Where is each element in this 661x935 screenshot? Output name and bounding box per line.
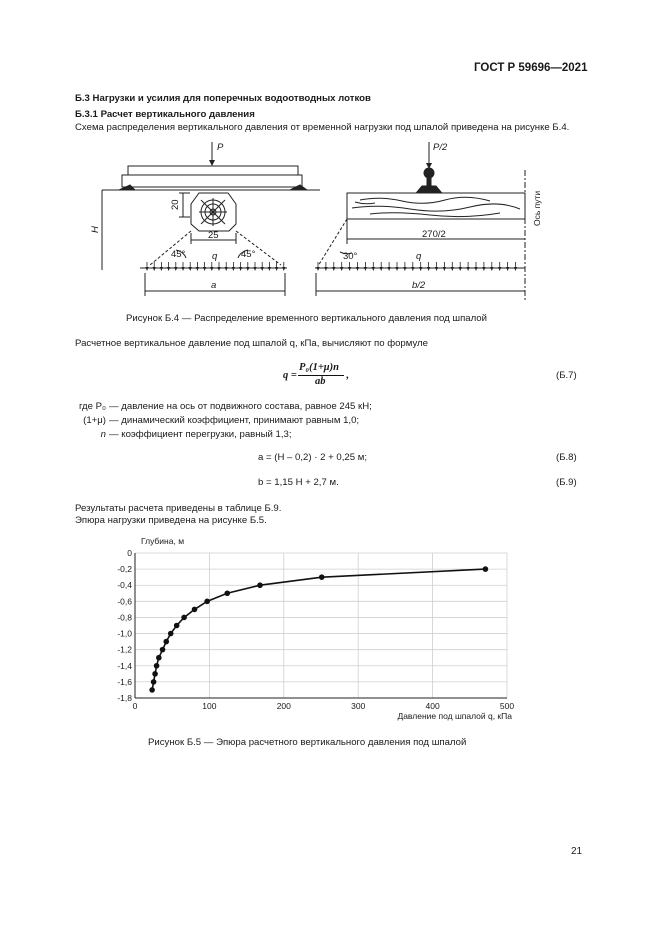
data-point bbox=[149, 687, 155, 693]
label-H: H bbox=[90, 226, 101, 233]
data-point bbox=[156, 655, 162, 661]
load-arrowhead bbox=[443, 267, 446, 271]
data-point bbox=[163, 639, 169, 645]
data-point bbox=[154, 663, 160, 669]
data-point bbox=[257, 582, 263, 588]
data-point bbox=[319, 574, 325, 580]
load-arrowhead bbox=[348, 267, 351, 271]
load-arrowhead bbox=[232, 267, 235, 271]
load-arrowhead bbox=[340, 267, 343, 271]
y-tick-label: -1,0 bbox=[117, 628, 132, 639]
formula-b7-number: (Б.7) bbox=[556, 370, 577, 381]
chart-ylabel: Глубина, м bbox=[141, 536, 185, 546]
x-tick-label: 100 bbox=[202, 701, 217, 711]
label-axis-track: Ось пути bbox=[532, 190, 542, 226]
formula-b8-number: (Б.8) bbox=[556, 452, 577, 463]
results-line-0: Результаты расчета приведены в таблице Б.9. bbox=[75, 503, 282, 514]
figure-b5-caption: Рисунок Б.5 — Эпюра расчетного вертикального давления под шпалой bbox=[148, 737, 467, 748]
load-arrowhead bbox=[474, 267, 477, 271]
data-point bbox=[483, 566, 489, 572]
load-arrowhead bbox=[372, 267, 375, 271]
label-angle45-right: 45° bbox=[241, 249, 256, 260]
x-tick-label: 500 bbox=[499, 701, 515, 711]
x-tick-label: 400 bbox=[425, 701, 440, 711]
where-sym-2: n bbox=[100, 429, 106, 440]
load-arrowhead bbox=[239, 267, 242, 271]
load-arrowhead bbox=[380, 267, 383, 271]
where-text-0: — давление на ось от подвижного состава, равное 245 кН; bbox=[109, 401, 372, 412]
label-P2: P/2 bbox=[433, 142, 448, 153]
load-arrowhead bbox=[388, 267, 391, 271]
y-tick-label: -1,6 bbox=[117, 676, 132, 687]
y-tick-label: -0,4 bbox=[117, 580, 132, 591]
data-point bbox=[204, 599, 210, 605]
y-tick-label: -0,8 bbox=[117, 612, 132, 623]
figure-b5-chart bbox=[0, 530, 661, 725]
load-arrowhead bbox=[253, 267, 256, 271]
load-arrowhead bbox=[261, 267, 264, 271]
data-point bbox=[181, 615, 187, 621]
figure-b4-diagram bbox=[0, 0, 661, 330]
load-arrowhead bbox=[225, 267, 228, 271]
load-arrowhead bbox=[506, 267, 509, 271]
load-arrowhead bbox=[332, 267, 335, 271]
data-point bbox=[224, 590, 230, 596]
formula-b8: a = (H – 0,2) · 2 + 0,25 м; bbox=[258, 452, 367, 463]
label-q-right: q bbox=[416, 251, 422, 262]
y-tick-label: -1,8 bbox=[117, 693, 132, 703]
load-arrowhead bbox=[403, 267, 406, 271]
load-arrowhead bbox=[411, 267, 414, 271]
load-arrowhead bbox=[514, 267, 517, 271]
intro-paragraph: Схема распределения вертикального давления от временной нагрузки под шпалой приведена на рисунке Б.4. bbox=[75, 122, 570, 133]
label-angle45-left: 45° bbox=[171, 249, 186, 260]
load-arrowhead bbox=[203, 267, 206, 271]
load-arrowhead bbox=[364, 267, 367, 271]
data-point bbox=[152, 671, 158, 677]
load-arrowhead bbox=[467, 267, 470, 271]
data-point bbox=[160, 647, 166, 653]
label-angle30: 30° bbox=[343, 251, 358, 262]
x-tick-label: 200 bbox=[276, 701, 291, 711]
standard-number: ГОСТ Р 59696—2021 bbox=[474, 62, 588, 74]
label-a: a bbox=[211, 280, 217, 291]
load-arrowhead bbox=[275, 267, 278, 271]
chart-xlabel: Давление под шпалой q, кПа bbox=[397, 711, 512, 721]
formula-b7-numerator: P₀(1+μ)n bbox=[299, 362, 339, 373]
load-arrowhead bbox=[356, 267, 359, 271]
y-tick-label: -1,2 bbox=[117, 644, 132, 655]
load-arrowhead bbox=[153, 267, 156, 271]
load-arrowhead bbox=[324, 267, 327, 271]
load-arrowhead bbox=[217, 267, 220, 271]
load-arrowhead bbox=[282, 267, 285, 271]
formula-b9-number: (Б.9) bbox=[556, 477, 577, 488]
formula-intro: Расчетное вертикальное давление под шпалой q, кПа, вычисляют по формуле bbox=[75, 338, 428, 349]
load-arrowhead bbox=[167, 267, 170, 271]
data-point bbox=[192, 607, 198, 613]
load-arrowhead bbox=[316, 267, 319, 271]
label-b2: b/2 bbox=[412, 280, 426, 291]
load-arrowhead bbox=[181, 267, 184, 271]
data-point bbox=[174, 623, 180, 629]
section-subtitle: Б.3.1 Расчет вертикального давления bbox=[75, 109, 255, 120]
label-dim20: 20 bbox=[170, 199, 181, 210]
formula-b7-lhs: q = bbox=[283, 370, 297, 381]
load-arrowhead bbox=[174, 267, 177, 271]
load-arrowhead bbox=[490, 267, 493, 271]
series-line bbox=[152, 569, 485, 690]
label-P: P bbox=[217, 142, 224, 153]
y-tick-label: -1,4 bbox=[117, 660, 132, 671]
y-tick-label: 0 bbox=[127, 548, 132, 558]
load-arrowhead bbox=[246, 267, 249, 271]
where-text-2: — коэффициент перегрузки, равный 1,3; bbox=[109, 429, 292, 440]
load-arrowhead bbox=[189, 267, 192, 271]
page-number: 21 bbox=[571, 846, 583, 857]
load-arrowhead bbox=[196, 267, 199, 271]
where-sym-1: (1+μ) bbox=[83, 415, 106, 426]
where-text-1: — динамический коэффициент, принимают равным 1,0; bbox=[109, 415, 360, 426]
label-q-left: q bbox=[212, 251, 218, 262]
results-line-1: Эпюра нагрузки приведена на рисунке Б.5. bbox=[75, 515, 267, 526]
load-arrowhead bbox=[419, 267, 422, 271]
where-sym-0: где P₀ bbox=[78, 401, 106, 412]
load-arrowhead bbox=[268, 267, 271, 271]
x-tick-label: 300 bbox=[351, 701, 366, 711]
load-arrowhead bbox=[427, 267, 430, 271]
formula-b7-comma: , bbox=[346, 370, 349, 381]
formula-b9: b = 1,15 H + 2,7 м. bbox=[258, 477, 339, 488]
label-dim25: 25 bbox=[208, 230, 219, 241]
load-arrowhead bbox=[482, 267, 485, 271]
load-arrowhead bbox=[395, 267, 398, 271]
load-arrowhead bbox=[145, 267, 148, 271]
section-title: Б.3 Нагрузки и усилия для поперечных водоотводных лотков bbox=[75, 93, 371, 104]
load-arrowhead bbox=[451, 267, 454, 271]
load-arrowhead bbox=[160, 267, 163, 271]
label-dim270-2: 270/2 bbox=[422, 229, 446, 240]
y-tick-label: -0,6 bbox=[117, 596, 132, 607]
data-point bbox=[151, 679, 157, 685]
load-arrowhead bbox=[435, 267, 438, 271]
load-arrowhead bbox=[459, 267, 462, 271]
data-point bbox=[168, 631, 174, 637]
x-tick-label: 0 bbox=[132, 701, 138, 711]
load-arrowhead bbox=[210, 267, 213, 271]
load-arrowhead bbox=[498, 267, 501, 271]
formula-b7-denominator: ab bbox=[315, 376, 326, 387]
y-tick-label: -0,2 bbox=[117, 564, 132, 575]
figure-b4-caption: Рисунок Б.4 — Распределение временного вертикального давления под шпалой bbox=[126, 313, 488, 324]
